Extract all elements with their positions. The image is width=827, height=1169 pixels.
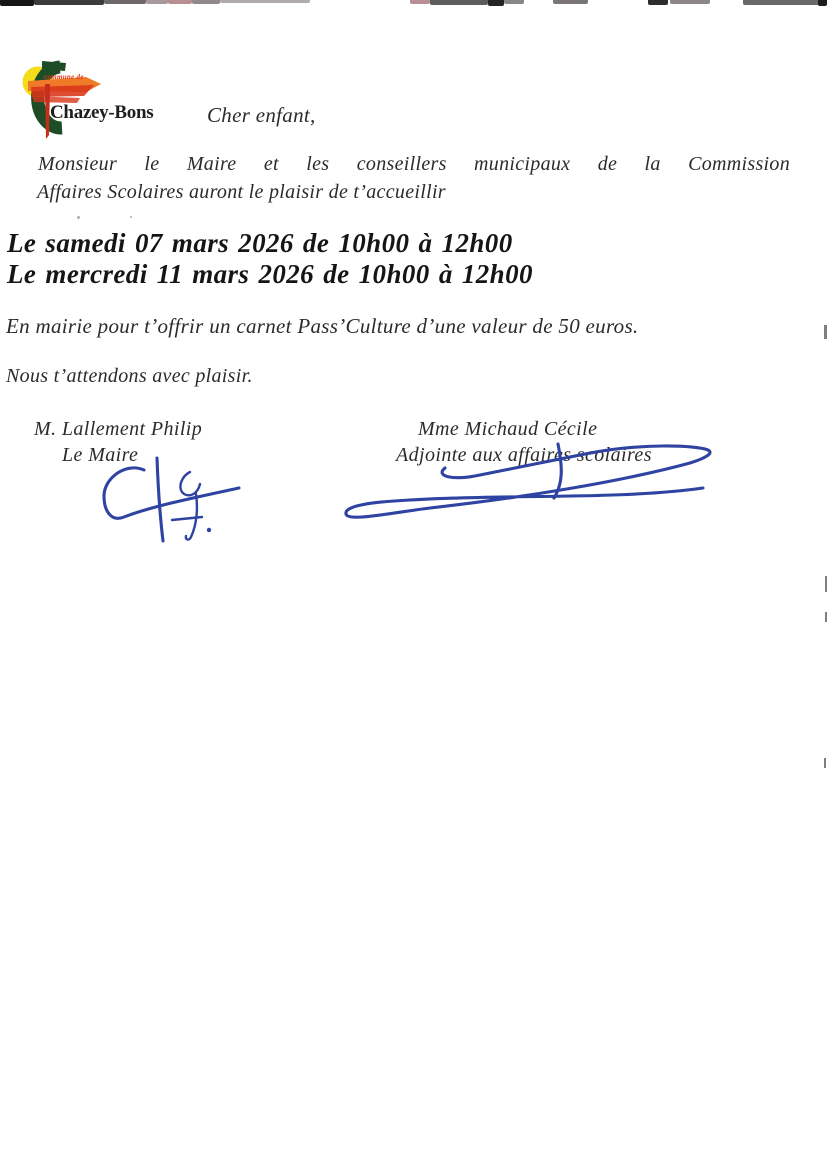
logo-commune-de-label: commune de	[44, 73, 84, 81]
commune-logo-graphic	[8, 55, 178, 147]
offer-line: En mairie pour t’offrir un carnet Pass’Culture d’une valeur de 50 euros.	[6, 314, 639, 338]
scan-artifact	[824, 758, 826, 768]
scan-artifact	[488, 0, 504, 6]
scan-speck	[130, 216, 132, 218]
scan-artifact	[146, 0, 168, 4]
scan-artifact	[670, 0, 710, 4]
scan-artifact	[818, 0, 827, 6]
scan-artifact	[220, 0, 310, 3]
mayor-title: Le Maire	[62, 444, 139, 466]
mayor-signature-ink	[92, 446, 252, 551]
scan-speck	[77, 216, 80, 219]
intro-line-1: Monsieur le Maire et les conseillers municipaux de la Commission	[38, 153, 790, 175]
scan-artifact	[0, 0, 34, 6]
salutation-text: Cher enfant,	[207, 103, 316, 127]
scan-artifact	[743, 0, 820, 5]
mayor-name: M. Lallement Philip	[34, 418, 203, 440]
scan-artifact-strip	[0, 0, 827, 8]
date-line-2: Le mercredi 11 mars 2026 de 10h00 à 12h00	[7, 259, 533, 289]
logo-brush-red	[31, 85, 94, 97]
scan-artifact	[192, 0, 220, 4]
scan-artifact	[104, 0, 146, 4]
adjointe-signature-ink	[340, 430, 730, 535]
scan-artifact	[34, 0, 104, 5]
intro-line-2: Affaires Scolaires auront le plaisir de t’accueillir	[37, 181, 446, 203]
adjointe-title: Adjointe aux affaires scolaires	[396, 444, 652, 466]
scan-artifact	[553, 0, 588, 4]
logo-name-text: Chazey-Bons	[50, 102, 154, 123]
scan-artifact	[410, 0, 430, 4]
date-line-1: Le samedi 07 mars 2026 de 10h00 à 12h00	[7, 228, 513, 258]
commune-logo	[8, 55, 178, 147]
scan-artifact	[648, 0, 668, 5]
scan-artifact	[168, 0, 192, 4]
scan-artifact	[504, 0, 524, 4]
adjointe-name: Mme Michaud Cécile	[418, 418, 598, 440]
scan-artifact	[430, 0, 488, 5]
closing-line: Nous t’attendons avec plaisir.	[6, 365, 253, 387]
